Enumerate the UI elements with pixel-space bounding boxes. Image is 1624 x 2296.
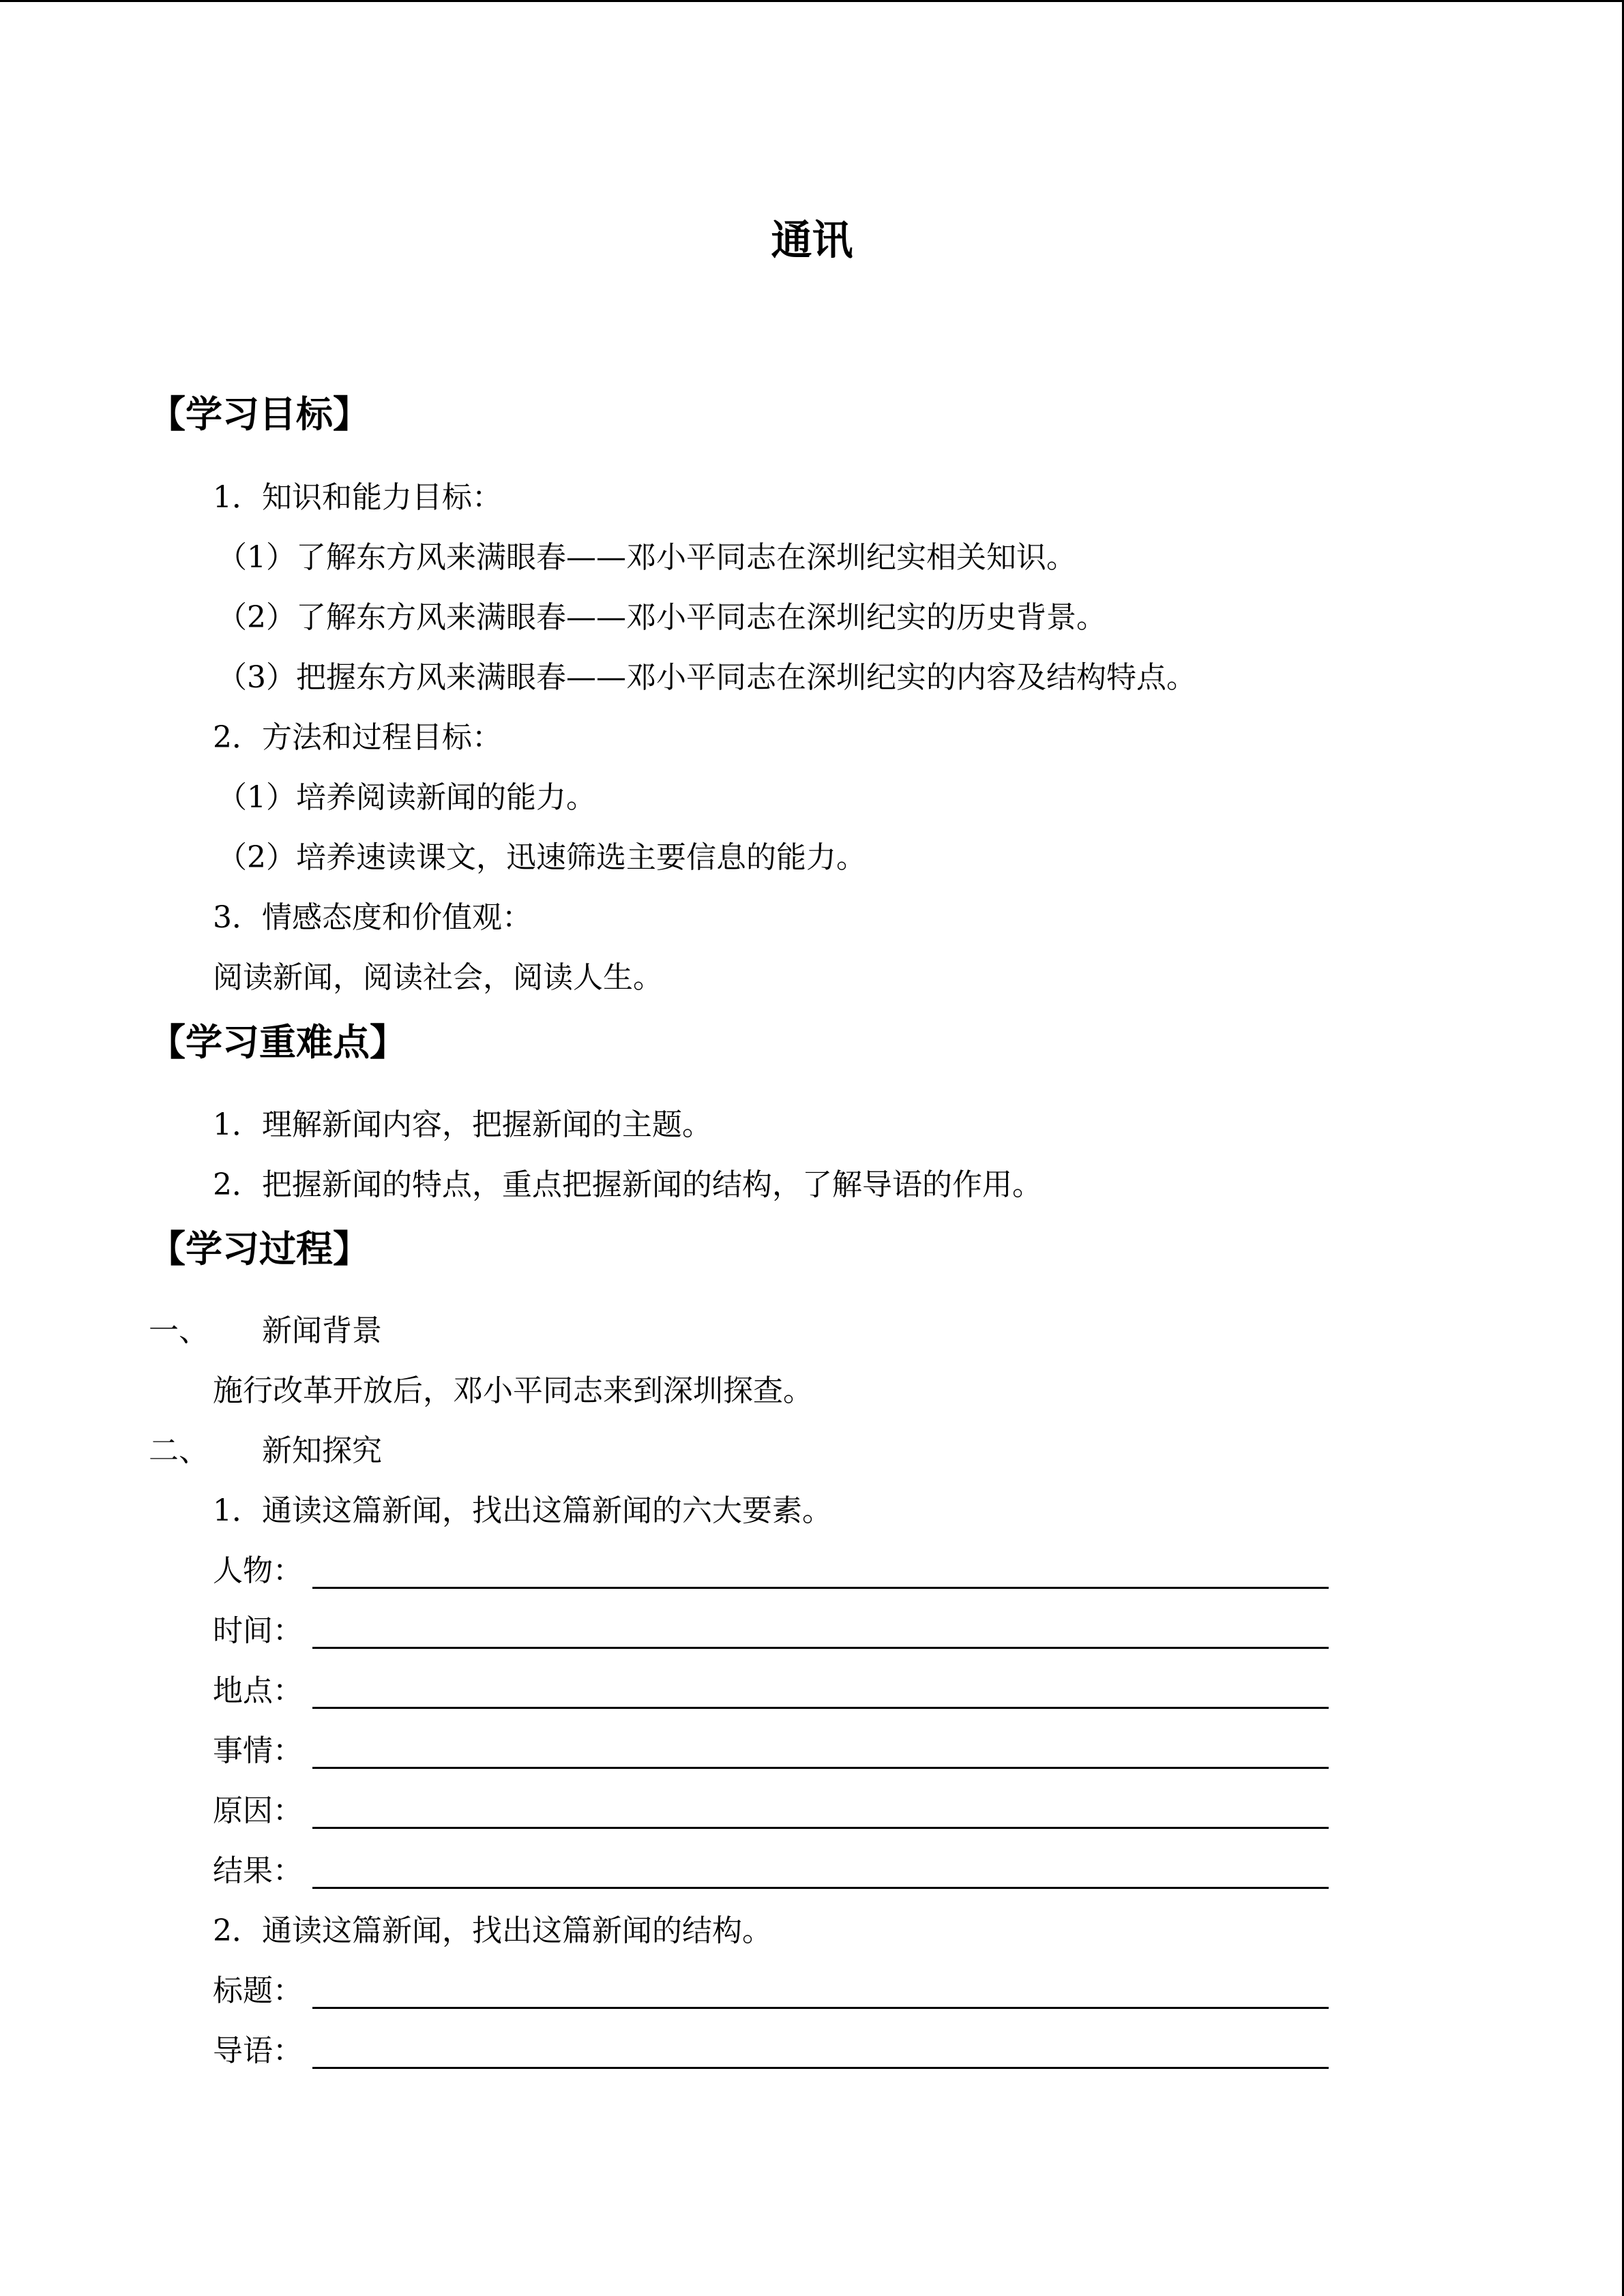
objective-line: 阅读新闻，阅读社会，阅读人生。 [213, 960, 663, 995]
fill-in-row-time [213, 1611, 1329, 1652]
page-title: 通讯 [771, 217, 853, 265]
key-point-line: 1．理解新闻内容，把握新闻的主题。 [213, 1107, 712, 1142]
objective-line: 2．方法和过程目标： [213, 720, 502, 755]
objective-line: 1．知识和能力目标： [213, 480, 502, 515]
question-text: 2．通读这篇新闻，找出这篇新闻的结构。 [213, 1913, 772, 1948]
section-heading-process: 【学习过程】 [149, 1227, 370, 1270]
fill-in-row-cause [213, 1791, 1329, 1832]
objective-line: （1）了解东方风来满眼春——邓小平同志在深圳纪实相关知识。 [217, 540, 1076, 575]
fill-in-row-event [213, 1731, 1329, 1772]
field-label: 结果： [213, 1853, 303, 1888]
field-label: 地点： [213, 1673, 303, 1708]
blank-line[interactable] [312, 1980, 1329, 2009]
blank-line[interactable] [312, 1680, 1329, 1709]
objective-line: （2）培养速读课文，迅速筛选主要信息的能力。 [217, 840, 866, 875]
key-point-line: 2．把握新闻的特点，重点把握新闻的结构，了解导语的作用。 [213, 1167, 1042, 1202]
field-label: 标题： [213, 1973, 303, 2008]
blank-line[interactable] [312, 1740, 1329, 1769]
objective-line: （3）把握东方风来满眼春——邓小平同志在深圳纪实的内容及结构特点。 [217, 660, 1196, 695]
field-label: 时间： [213, 1613, 303, 1648]
blank-line[interactable] [312, 1800, 1329, 1829]
fill-in-row-headline [213, 1971, 1329, 2012]
part-label: 新闻背景 [262, 1313, 382, 1348]
field-label: 人物： [213, 1553, 303, 1588]
blank-line[interactable] [312, 1860, 1329, 1889]
field-label: 事情： [213, 1733, 303, 1768]
part-number: 一、 [149, 1313, 209, 1348]
objective-line: 3．情感态度和价值观： [213, 900, 532, 935]
fill-in-row-result [213, 1851, 1329, 1892]
background-text: 施行改革开放后，邓小平同志来到深圳探查。 [213, 1373, 813, 1408]
fill-in-row-lead [213, 2031, 1329, 2072]
fill-in-row-place [213, 1671, 1329, 1712]
section-heading-objectives: 【学习目标】 [149, 393, 370, 436]
blank-line[interactable] [312, 1560, 1329, 1589]
question-text: 1．通读这篇新闻，找出这篇新闻的六大要素。 [213, 1493, 832, 1528]
blank-line[interactable] [312, 1620, 1329, 1649]
field-label: 原因： [213, 1793, 303, 1828]
fill-in-row-person [213, 1551, 1329, 1592]
part-label: 新知探究 [262, 1433, 382, 1468]
blank-line[interactable] [312, 2040, 1329, 2069]
objective-line: （2）了解东方风来满眼春——邓小平同志在深圳纪实的历史背景。 [217, 600, 1106, 635]
field-label: 导语： [213, 2033, 303, 2068]
part-number: 二、 [149, 1433, 209, 1468]
section-heading-key-points: 【学习重难点】 [149, 1021, 407, 1064]
objective-line: （1）培养阅读新闻的能力。 [217, 780, 596, 815]
